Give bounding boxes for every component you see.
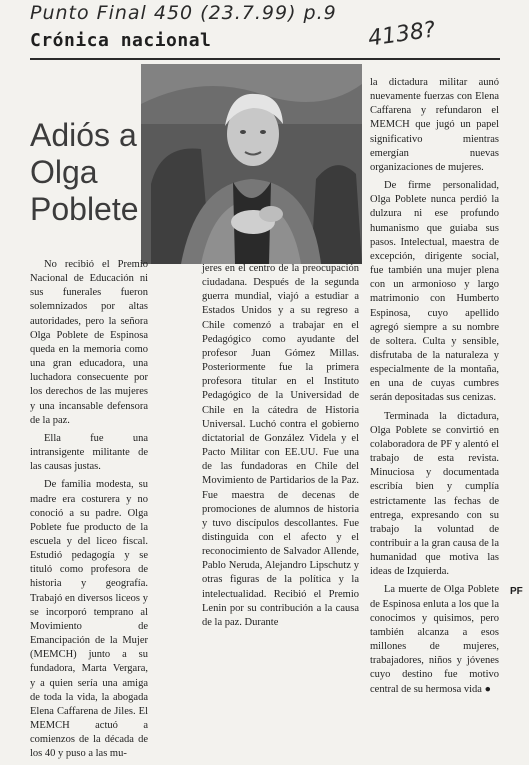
footer-mark: PF: [510, 586, 523, 597]
paragraph: La muerte de Olga Poblete de Espinosa enluta a los que la conocimos y quisimos, pero también alcanza a esos millones de mujeres, trabajadores, niños y jóvenes cuyo destino fue motivo central de su hermosa vida ●: [370, 584, 499, 695]
paragraph: De familia modesta, su madre era costurera y no conoció a su padre. Olga Poblete fue producto de la escuela y del liceo fiscal. Estudió pedagogía y se tituló como profesora de historia y geografía. Trabajó en diversos liceos y se incorporó temprano al Movimiento de Emancipación de la Mujer (MEMCH) junto a su fundadora, Marta Vergara, y a quien sería una amiga de toda la vida, la abogada Elena Caffarena de Jiles. El MEMCH actuó a comienzos de la década de los 40 y puso a las mu-: [30, 479, 148, 760]
headline-line: Olga: [30, 154, 98, 190]
article-column-1: [30, 258, 148, 765]
paragraph: Ella fue una intransigente militante de las causas justas.: [30, 432, 148, 473]
article-column-2: [202, 262, 359, 634]
section-title: Crónica nacional: [30, 30, 212, 51]
paragraph: No recibió el Premio Nacional de Educación ni sus funerales fueron solemnizados por altas autoridades, pero la señora Olga Poblete de Espinosa queda en la memoria como una gran educadora, una luchadora consecuente por los derechos de las mujeres y una incansable defensora de la paz.: [30, 259, 148, 426]
headline-line: Adiós a: [30, 117, 137, 153]
portrait-photo: [141, 64, 362, 264]
paragraph: De firme personalidad, Olga Poblete nunca perdió la dulzura ni ese profundo humanismo que guiaba sus pasos. Intelectual, maestra de excepción, dirigente social, fue también una mujer plena con un armonioso y largo matrimonio con Humberto Espinosa, cuyo apellido agregó siempre a su nombre de soltera. Culta y sensible, disfrutaba de la naturaleza y especialmente de la montaña, en una de cuyas cumbres serán depositadas sus cenizas.: [370, 180, 499, 404]
section-rule: [30, 58, 500, 60]
article-headline: [30, 117, 150, 228]
portrait-illustration: [141, 64, 362, 264]
handwritten-source-note: Punto Final 450 (23.7.99) p.9: [30, 2, 337, 24]
paragraph: la dictadura militar aunó nuevamente fuerzas con Elena Caffarena y refundaron el MEMCH que jugó un papel significativo mientras emergían nuevas organizaciones de mujeres.: [370, 77, 499, 173]
handwritten-archive-number: 4138?: [366, 17, 438, 52]
paragraph: Terminada la dictadura, Olga Poblete se convirtió en colaboradora de PF y alentó el trabajo de esta revista. Minuciosa y documentada escribía bien y cumplía estrictamente las fechas de entrega, expresando con su trabajo la voluntad de contribuir a la gran causa de la humanidad que motiva las ideas de Izquierda.: [370, 410, 499, 578]
article-column-3: [370, 76, 499, 701]
headline-line: Poblete: [30, 191, 139, 227]
paragraph: jeres en el centro de la preocupación ciudadana. Después de la segunda guerra mundial, viajó a estudiar a Estados Unidos y a su regreso a Chile comenzó a trabajar en el Pedagógico como ayudante del profesor Juan Gómez Millas. Posteriormente fue la primera profesora titular en el Instituto Pedagógico de la Universidad de Chile en la cátedra de Historia Universal. Luchó contra el gobierno dictatorial de González Videla y el Pacto Militar con EE.UU. Fue una de las fundadoras en Chile del Movimiento de Partidarios de la Paz. Fue maestra de decenas de promociones de alumnos de historia y tuvo discípulos descollantes. Fue distinguida con el afecto y el reconocimiento de Salvador Allende, Pablo Neruda, Alejandro Lipschutz y otras figuras de la política y la intelectualidad. Recibió el Premio Lenin por su contribución a la causa de la paz. Durante: [202, 263, 359, 628]
